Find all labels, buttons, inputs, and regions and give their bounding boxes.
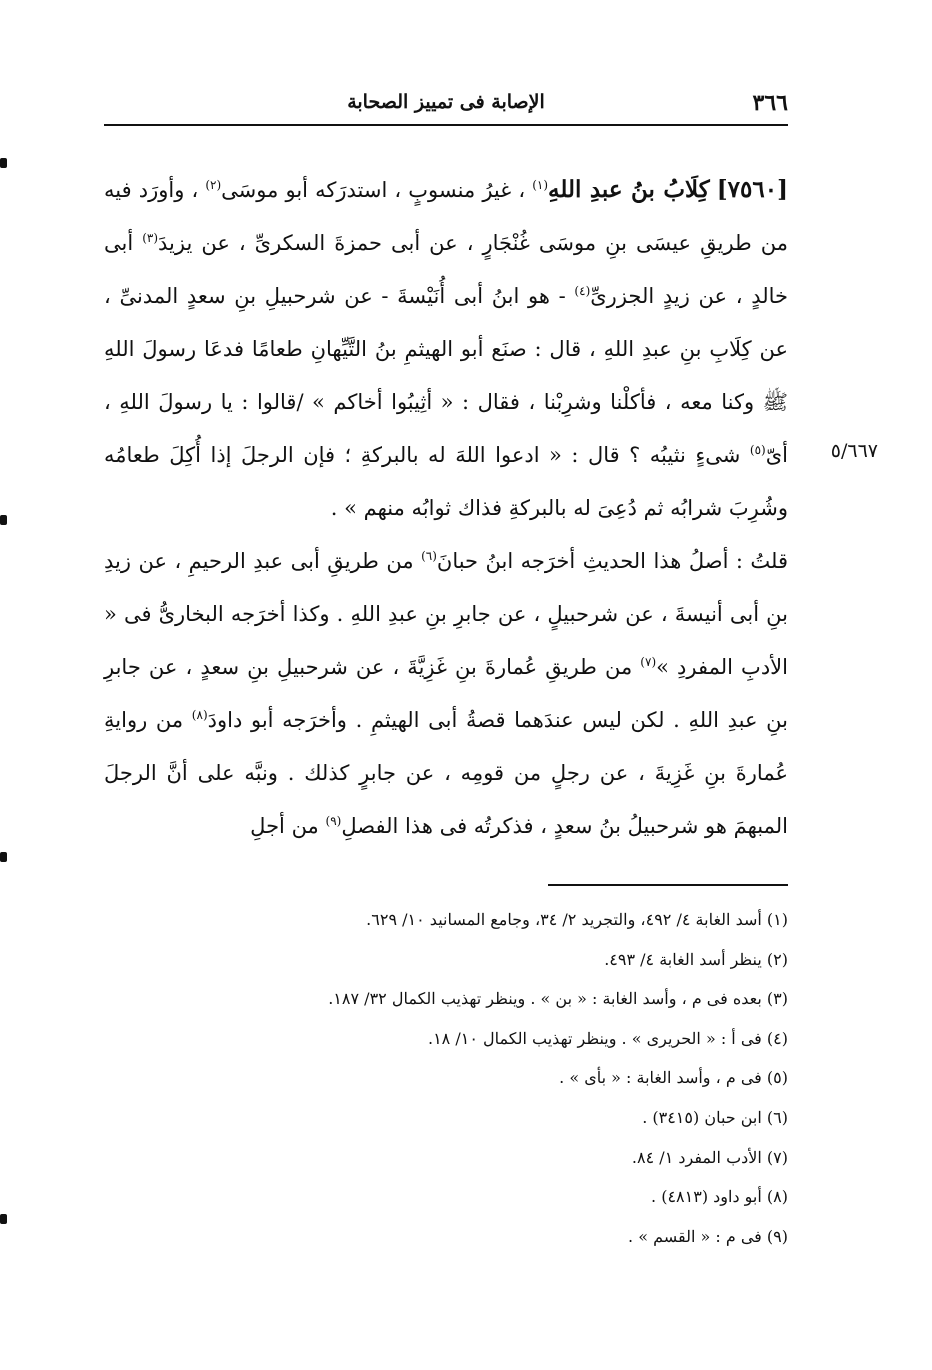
entry-text: أبى خالدٍ ، عن زيدٍ الجزرىِّ [104,231,788,308]
footnote-ref: (٧) [640,655,657,669]
comment-text: من روايةِ عُمارةَ بنِ غَزِيةَ ، عن رجلٍ من قومِه ، عن جابرٍ كذلك . ونبَّه على أنَّ الرجلَ المبهمَ هو شرحبيلُ بنُ سعدٍ ، فذكرتُه فى هذا الفصلِ [104,708,788,838]
entry-text: ، غيرُ منسوبٍ ، استدرَكه أبو موسَى [221,178,526,202]
footnote: (٣) بعده فى م ، وأسد الغابة : « بن » . وينظر تهذيب الكمال ٣٢/ ١٨٧. [328,989,788,1009]
main-text [104,163,788,853]
footnote: (١) أسد الغابة ٤/ ٤٩٢، والتجريد ٢/ ٣٤، وجامع المسانيد ١٠/ ٦٢٩. [366,910,788,929]
footnote-ref: (٥) [749,443,766,457]
running-title: الإصابة فى تمييز الصحابة [347,91,545,113]
footnote-ref: (٢) [205,178,222,192]
footnote: (٥) فى م ، وأسد الغابة : « بأى » . [559,1068,788,1088]
entry-name: كِلَابُ بنُ عبدِ اللهِ [548,176,710,203]
footnote: (٤) فى أ : « الحريرى » . وينظر تهذيب الكمال ١٠/ ١٨. [427,1028,788,1048]
footnotes [104,900,788,1256]
scan-edge-mark [0,158,7,168]
scan-edge-mark [0,515,7,525]
footnote-ref: (٣) [142,231,159,245]
entry-text: ، وأورَد فيه من طريقِ عيسَى بنِ موسَى غُنْجَارٍ ، عن أبى حمزةَ السكرىِّ ، عن يزيدَ [104,178,788,255]
entry-text: شىءٍ نثيبُه ؟ قال : « ادعوا اللهَ له بالبركةِ ؛ فإن الرجلَ إذا أُكِلَ طعامُه وشُرِبَ شرابُه ثم دُعِىَ له بالبركةِ فذاك ثوابُه منهم » . [104,443,788,520]
footnote: (٦) ابن حبان (٣٤١٥) . [642,1107,788,1127]
scan-edge-mark [0,852,7,862]
entry-number: [٧٥٦٠] [716,176,788,203]
footnote: (٨) أبو داود (٤٨١٣) . [651,1187,788,1207]
footnote: (٩) فى م : « القسم » . [628,1226,788,1246]
footnote-ref: (٨) [191,708,208,722]
margin-reference: ٥/٦٦٧ [830,440,878,462]
footnote: (٢) ينظر أسد الغابة ٤/ ٤٩٣. [604,949,788,969]
comment-text: من طريقِ عُمارةَ بنِ غَزِيَّةَ ، عن شرحبيلِ بنِ سعدٍ ، عن جابرِ بنِ عبدِ اللهِ . لكن ليس عندَهما قصةُ أبى الهيثمِ . وأخرَجه أبو داودَ [104,655,788,732]
footnote-ref: (٦) [421,549,437,563]
entry-paragraph [104,163,788,535]
header-rule [104,124,788,126]
scan-edge-mark [0,1214,7,1224]
page-number: ٣٦٦ [752,90,788,116]
footnote-ref: (١) [532,178,549,192]
entry-text: - هو ابنُ أبى أُنَيْسةَ - عن شرحبيلِ بنِ سعدٍ المدنىِّ ، عن كِلَابِ بنِ عبدِ اللهِ ، قال : صنَع أبو الهيثمِ بنُ التَّيِّهانِ طعامًا فدعَا رسولَ اللهِ ﷺ وكنا معه ، فأكلْنا وشرِبْنا ، فقال : « أثِيبُوا أخاكم » /قالوا : يا رسولَ اللهِ ، أىّ [104,284,788,467]
comment-text: قلتُ : أصلُ هذا الحديثِ أخرَجه ابنُ حبانَ [436,549,788,573]
footnote-rule [548,884,788,886]
footnote: (٧) الأدب المفرد ١/ ٨٤. [631,1147,788,1167]
footnote-ref: (٤) [574,284,591,298]
comment-paragraph [104,535,788,853]
page-header [104,88,788,122]
footnote-ref: (٩) [325,814,342,828]
comment-text: من طريقِ أبى عبدِ الرحيمِ ، عن زيدِ بنِ أبى أنيسةَ ، عن شرحبيلٍ ، عن جابرِ بنِ عبدِ اللهِ . وكذا أخرَجه البخارىُّ فى « الأدبِ المفردِ » [104,549,788,679]
comment-text: من أجلِ [250,814,319,838]
